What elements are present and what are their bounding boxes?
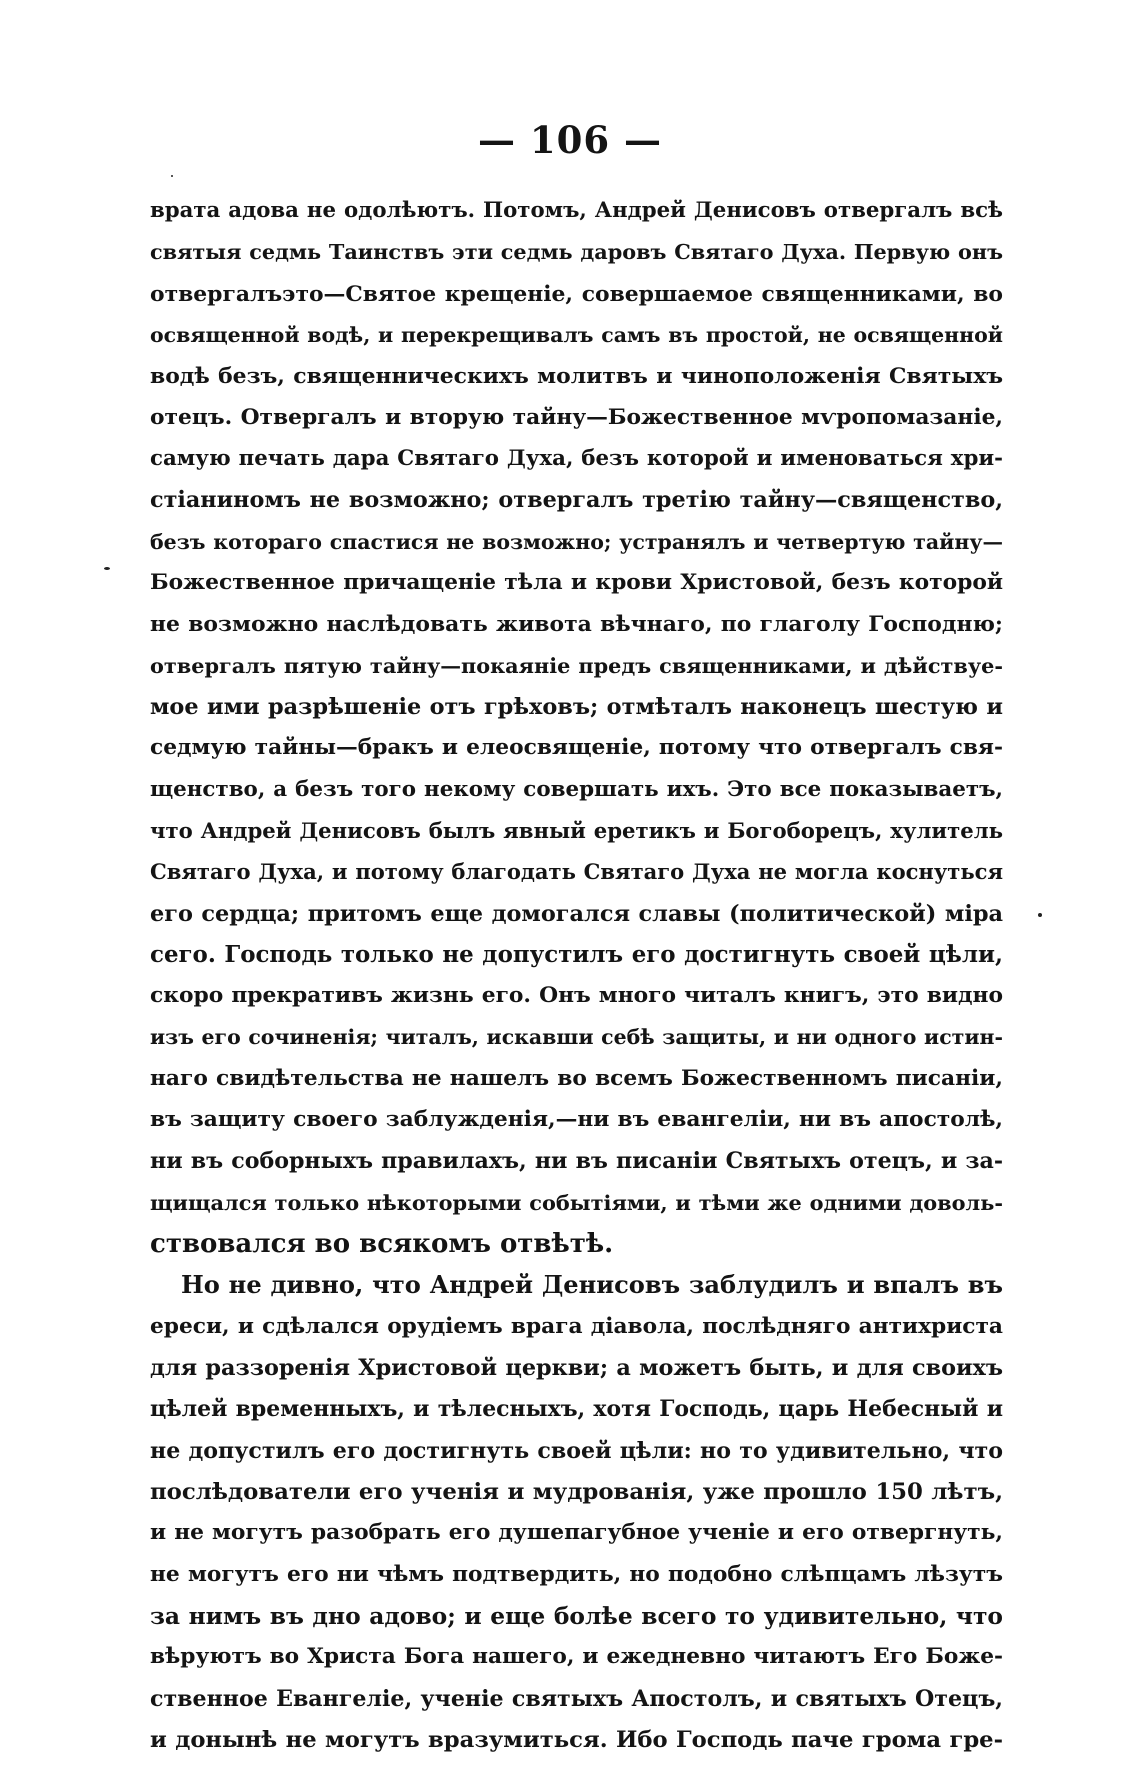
text-line: ереси, и сдѣлался орудіемъ врага діавола, послѣдняго антихриста	[150, 1314, 1003, 1339]
page-number: — 106 —	[478, 118, 662, 162]
text-line: и донынѣ не могутъ вразумиться. Ибо Господь паче грома гре-	[150, 1727, 1003, 1753]
scan-speck	[104, 567, 110, 570]
text-line: не возможно наслѣдовать живота вѣчнаго, по глаголу Господню;	[150, 611, 1003, 637]
text-line: изъ его сочиненія; читалъ, искавши себѣ защиты, и ни одного истин-	[150, 1025, 1003, 1049]
text-line: скоро прекративъ жизнь его. Онъ много читалъ книгъ, это видно	[150, 983, 1003, 1008]
text-line: отвергалъ пятую тайну—покаяніе предъ священниками, и дѣйствуе-	[150, 653, 1003, 678]
text-line: наго свидѣтельства не нашелъ во всемъ Божественномъ писаніи,	[150, 1066, 1003, 1091]
text-line: цѣлей временныхъ, и тѣлесныхъ, хотя Господь, царь Небесный и	[150, 1396, 1003, 1422]
text-line: щенство, а безъ того некому совершать ихъ. Это все показываетъ,	[150, 777, 1003, 802]
text-line: Святаго Духа, и потому благодать Святаго Духа не могла коснуться	[150, 859, 1003, 884]
text-line: послѣдователи его ученія и мудрованія, уже прошло 150 лѣтъ,	[150, 1479, 1003, 1505]
text-line: безъ котораго спастися не возможно; устранялъ и четвертую тайну—	[150, 530, 1003, 554]
text-line: отвергалъэто—Святое крещеніе, совершаемое священниками, во	[150, 281, 1003, 307]
text-line: стіаниномъ не возможно; отвергалъ третію тайну—священство,	[150, 487, 1003, 513]
text-line: ни въ соборныхъ правилахъ, ни въ писаніи Святыхъ отецъ, и за-	[150, 1148, 1003, 1174]
text-line: ственное Евангеліе, ученіе святыхъ Апостолъ, и святыхъ Отецъ,	[150, 1686, 1003, 1712]
text-line: щищался только нѣкоторыми событіями, и тѣми же одними доволь-	[150, 1190, 1003, 1215]
text-line: ствовался во всякомъ отвѣтѣ.	[150, 1229, 614, 1259]
text-line: врата адова не одолѣютъ. Потомъ, Андрей Денисовъ отвергалъ всѣ	[150, 198, 1003, 223]
scan-speck	[171, 175, 173, 177]
text-line: за нимъ въ дно адово; и еще болѣе всего то удивительно, что	[150, 1602, 1003, 1630]
text-line: вѣруютъ во Христа Бога нашего, и ежедневно читаютъ Его Боже-	[150, 1644, 1003, 1669]
text-line: не могутъ его ни чѣмъ подтвердить, но подобно слѣпцамъ лѣзутъ	[150, 1562, 1003, 1587]
text-line: сего. Господь только не допустилъ его достигнуть своей цѣли,	[150, 941, 1003, 968]
text-line: не допустилъ его достигнуть своей цѣли: но то удивительно, что	[150, 1438, 1003, 1464]
scan-speck	[1038, 913, 1042, 917]
text-line: для раззоренія Христовой церкви; а можетъ быть, и для своихъ	[150, 1355, 1003, 1381]
text-line: и не могутъ разобрать его душепагубное ученіе и его отвергнуть,	[150, 1520, 1003, 1545]
text-line: седмую тайны—бракъ и елеосвященіе, потому что отвергалъ свя-	[150, 735, 1003, 760]
text-line: мое ими разрѣшеніе отъ грѣховъ; отмѣталъ наконецъ шестую и	[150, 694, 1003, 720]
text-line: отецъ. Отвергалъ и вторую тайну—Божественное мѵропомазаніе,	[150, 405, 1003, 430]
text-line: Божественное причащеніе тѣла и крови Христовой, безъ которой	[150, 570, 1003, 595]
text-line: святыя седмь Таинствъ эти седмь даровъ Святаго Духа. Первую онъ	[150, 239, 1003, 264]
text-line: Но не дивно, что Андрей Денисовъ заблудилъ и впалъ въ	[181, 1270, 1003, 1299]
text-line: въ защиту своего заблужденія,—ни въ евангеліи, ни въ апостолѣ,	[150, 1107, 1003, 1132]
text-line: что Андрей Денисовъ былъ явный еретикъ и Богоборецъ, хулитель	[150, 818, 1003, 843]
text-line: самую печать дара Святаго Духа, безъ которой и именоваться хри-	[150, 446, 1003, 471]
text-line: водѣ безъ, священническихъ молитвъ и чиноположенія Святыхъ	[150, 363, 1003, 389]
text-line: его сердца; притомъ еще домогался славы (политической) міра	[150, 901, 1003, 927]
text-line: освященной водѣ, и перекрещивалъ самъ въ простой, не освященной	[150, 323, 1003, 347]
